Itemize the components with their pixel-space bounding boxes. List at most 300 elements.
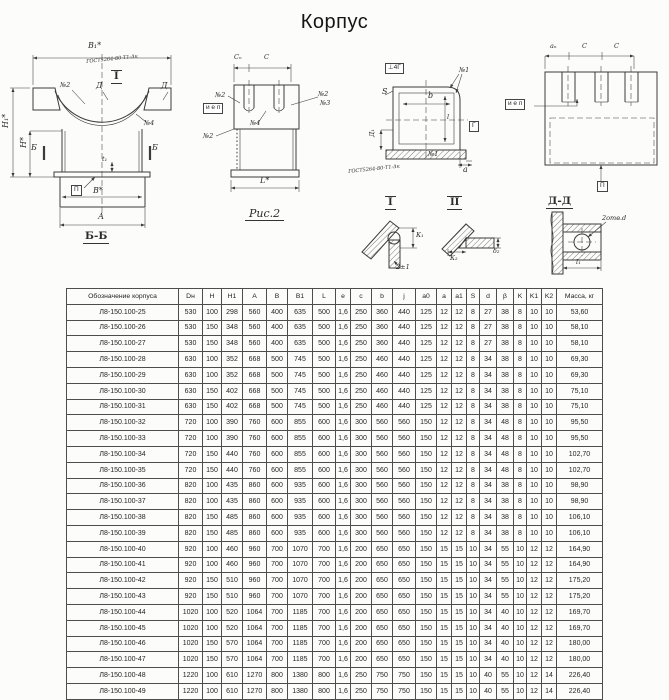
value-cell: 10 (542, 367, 557, 383)
value-cell: 440 (393, 383, 416, 399)
value-cell: 12 (527, 589, 542, 605)
value-cell: 200 (351, 573, 372, 589)
value-cell: 250 (351, 352, 372, 368)
value-cell: 1,6 (336, 320, 351, 336)
value-cell: 500 (313, 352, 336, 368)
value-cell: 150 (203, 336, 222, 352)
value-cell: 15 (437, 573, 452, 589)
value-cell: 15 (437, 668, 452, 684)
value-cell: 150 (416, 589, 437, 605)
value-cell: 150 (416, 557, 437, 573)
table-row (67, 304, 603, 320)
value-cell: 12 (527, 541, 542, 557)
value-cell: 460 (222, 557, 243, 573)
value-cell: 760 (243, 431, 267, 447)
value-cell: 1,6 (336, 668, 351, 684)
value-cell: 180,00 (557, 636, 603, 652)
value-cell: 1070 (288, 541, 313, 557)
value-cell: 8 (514, 494, 527, 510)
value-cell: 8 (467, 510, 480, 526)
value-cell: 300 (351, 494, 372, 510)
value-cell: 300 (351, 478, 372, 494)
value-cell: 12 (437, 462, 452, 478)
value-cell: 8 (514, 478, 527, 494)
value-cell: 150 (416, 652, 437, 668)
value-cell: 800 (267, 668, 288, 684)
value-cell: 125 (416, 383, 437, 399)
value-cell: 630 (179, 367, 203, 383)
value-cell: 34 (480, 620, 497, 636)
value-cell: 8 (514, 352, 527, 368)
value-cell: 10 (527, 352, 542, 368)
value-cell: 150 (416, 525, 437, 541)
value-cell: 10 (542, 383, 557, 399)
value-cell: 700 (313, 573, 336, 589)
value-cell: 820 (179, 478, 203, 494)
value-cell: 400 (267, 320, 288, 336)
value-cell: 560 (372, 446, 393, 462)
value-cell: 500 (313, 383, 336, 399)
designation-cell: Л8-150.100-30 (67, 383, 179, 399)
designation-cell: Л8-150.100-47 (67, 652, 179, 668)
value-cell: 920 (179, 573, 203, 589)
value-cell: 855 (288, 462, 313, 478)
value-cell: 10 (542, 320, 557, 336)
value-cell: 15 (437, 652, 452, 668)
column-header: Масса, кг (557, 289, 603, 305)
value-cell: 40 (497, 636, 514, 652)
value-cell: 352 (222, 352, 243, 368)
value-cell: 750 (372, 668, 393, 684)
drawing-label: ГОСТ5264-80-Т1-Δк (85, 53, 139, 65)
value-cell: 150 (416, 683, 437, 699)
value-cell: 935 (288, 510, 313, 526)
value-cell: 650 (393, 620, 416, 636)
value-cell: 650 (372, 589, 393, 605)
value-cell: 12 (542, 604, 557, 620)
value-cell: 440 (222, 462, 243, 478)
value-cell: 1,6 (336, 383, 351, 399)
value-cell: 34 (480, 383, 497, 399)
value-cell: 15 (452, 652, 467, 668)
value-cell: 500 (313, 336, 336, 352)
value-cell: 750 (393, 668, 416, 684)
value-cell: 10 (514, 668, 527, 684)
value-cell: 650 (393, 604, 416, 620)
value-cell: 1,6 (336, 367, 351, 383)
column-header: a0 (416, 289, 437, 305)
value-cell: 150 (416, 510, 437, 526)
value-cell: 40 (497, 652, 514, 668)
value-cell: 600 (267, 494, 288, 510)
designation-cell: Л8-150.100-48 (67, 668, 179, 684)
value-cell: 485 (222, 525, 243, 541)
value-cell: 55 (497, 683, 514, 699)
table-row (67, 573, 603, 589)
value-cell: 10 (467, 668, 480, 684)
value-cell: 10 (514, 636, 527, 652)
value-cell: 920 (179, 589, 203, 605)
value-cell: 8 (467, 446, 480, 462)
value-cell: 10 (527, 383, 542, 399)
value-cell: 10 (467, 620, 480, 636)
value-cell: 38 (497, 399, 514, 415)
value-cell: 1020 (179, 636, 203, 652)
value-cell: 700 (267, 573, 288, 589)
value-cell: 700 (267, 557, 288, 573)
value-cell: 700 (267, 541, 288, 557)
value-cell: 600 (267, 415, 288, 431)
value-cell: 34 (480, 652, 497, 668)
designation-cell: Л8-150.100-41 (67, 557, 179, 573)
value-cell: 8 (467, 431, 480, 447)
value-cell: 435 (222, 494, 243, 510)
value-cell: 352 (222, 367, 243, 383)
value-cell: 150 (203, 525, 222, 541)
value-cell: 12 (542, 573, 557, 589)
value-cell: 150 (416, 462, 437, 478)
value-cell: 58,10 (557, 320, 603, 336)
value-cell: 745 (288, 399, 313, 415)
column-header: β (497, 289, 514, 305)
value-cell: 1,6 (336, 352, 351, 368)
value-cell: 10 (527, 446, 542, 462)
value-cell: 560 (243, 336, 267, 352)
value-cell: 700 (313, 604, 336, 620)
drawing-label: II (447, 196, 462, 210)
value-cell: 150 (203, 383, 222, 399)
table-body (67, 304, 603, 699)
value-cell: 150 (416, 478, 437, 494)
value-cell: 300 (351, 446, 372, 462)
value-cell: 12 (437, 431, 452, 447)
column-header: L (313, 289, 336, 305)
value-cell: 48 (497, 415, 514, 431)
value-cell: 400 (267, 304, 288, 320)
value-cell: 600 (313, 525, 336, 541)
table-row (67, 462, 603, 478)
value-cell: 8 (467, 367, 480, 383)
value-cell: 960 (243, 557, 267, 573)
value-cell: 650 (372, 652, 393, 668)
value-cell: 58,10 (557, 336, 603, 352)
value-cell: 560 (372, 478, 393, 494)
value-cell: 15 (437, 620, 452, 636)
value-cell: 500 (267, 383, 288, 399)
value-cell: 1185 (288, 636, 313, 652)
value-cell: 1,6 (336, 494, 351, 510)
value-cell: 250 (351, 304, 372, 320)
value-cell: 150 (416, 604, 437, 620)
value-cell: 150 (203, 446, 222, 462)
column-header: B (267, 289, 288, 305)
drawing-label: №3 (320, 99, 331, 107)
value-cell: 100 (203, 668, 222, 684)
value-cell: 1,6 (336, 510, 351, 526)
value-cell: 300 (351, 431, 372, 447)
value-cell: 34 (480, 352, 497, 368)
value-cell: 440 (393, 352, 416, 368)
drawing-label: №4 (144, 119, 155, 127)
drawing-label: Д₁ (368, 129, 376, 137)
value-cell: 34 (480, 557, 497, 573)
designation-cell: Л8-150.100-36 (67, 478, 179, 494)
value-cell: 10 (527, 478, 542, 494)
value-cell: 500 (267, 352, 288, 368)
table-row (67, 652, 603, 668)
table-row (67, 431, 603, 447)
page-title: Корпус (300, 11, 369, 33)
value-cell: 12 (437, 304, 452, 320)
value-cell: 360 (372, 336, 393, 352)
value-cell: 400 (267, 336, 288, 352)
value-cell: 650 (372, 620, 393, 636)
value-cell: 8 (514, 383, 527, 399)
value-cell: 960 (243, 573, 267, 589)
value-cell: 12 (527, 573, 542, 589)
value-cell: 8 (514, 462, 527, 478)
value-cell: 510 (222, 589, 243, 605)
value-cell: 12 (542, 636, 557, 652)
column-header: S (467, 289, 480, 305)
value-cell: 200 (351, 604, 372, 620)
value-cell: 15 (437, 557, 452, 573)
value-cell: 10 (514, 604, 527, 620)
value-cell: 12 (437, 510, 452, 526)
value-cell: 12 (527, 604, 542, 620)
designation-cell: Л8-150.100-33 (67, 431, 179, 447)
drawing-label: t₁ (102, 155, 108, 163)
side-view-drawing (216, 64, 318, 192)
value-cell: 610 (222, 668, 243, 684)
value-cell: 8 (467, 383, 480, 399)
value-cell: 300 (351, 525, 372, 541)
value-cell: 1064 (243, 604, 267, 620)
value-cell: 1,6 (336, 683, 351, 699)
value-cell: 150 (203, 510, 222, 526)
designation-cell: Л8-150.100-25 (67, 304, 179, 320)
value-cell: 8 (467, 336, 480, 352)
table-row (67, 510, 603, 526)
drawing-label: К₁ (416, 231, 424, 239)
value-cell: 855 (288, 415, 313, 431)
value-cell: 1,6 (336, 652, 351, 668)
value-cell: 720 (179, 415, 203, 431)
value-cell: 1,6 (336, 525, 351, 541)
value-cell: 720 (179, 446, 203, 462)
value-cell: 560 (393, 525, 416, 541)
column-header: K2 (542, 289, 557, 305)
value-cell: 402 (222, 383, 243, 399)
value-cell: 1020 (179, 604, 203, 620)
value-cell: 1,6 (336, 431, 351, 447)
drawing-label: Д-Д (548, 195, 572, 207)
value-cell: 12 (452, 336, 467, 352)
column-header: Обозначение корпуса (67, 289, 179, 305)
drawing-label: b (428, 91, 434, 100)
value-cell: 15 (452, 668, 467, 684)
value-cell: 10 (527, 431, 542, 447)
column-header: b (372, 289, 393, 305)
table-row (67, 320, 603, 336)
value-cell: 760 (243, 462, 267, 478)
value-cell: 34 (480, 367, 497, 383)
designation-cell: Л8-150.100-44 (67, 604, 179, 620)
value-cell: 1380 (288, 683, 313, 699)
value-cell: 15 (452, 589, 467, 605)
value-cell: 8 (514, 510, 527, 526)
value-cell: 164,90 (557, 541, 603, 557)
table-row (67, 383, 603, 399)
value-cell: 75,10 (557, 383, 603, 399)
drawing-label: В₁* (88, 41, 102, 50)
value-cell: 15 (452, 541, 467, 557)
table-row (67, 478, 603, 494)
value-cell: 960 (243, 589, 267, 605)
value-cell: 820 (179, 494, 203, 510)
value-cell: 40 (497, 604, 514, 620)
value-cell: 650 (393, 652, 416, 668)
designation-cell: Л8-150.100-35 (67, 462, 179, 478)
value-cell: 106,10 (557, 525, 603, 541)
value-cell: 10 (542, 415, 557, 431)
value-cell: 745 (288, 367, 313, 383)
value-cell: 8 (467, 415, 480, 431)
value-cell: 1,6 (336, 336, 351, 352)
value-cell: 200 (351, 589, 372, 605)
value-cell: 12 (542, 541, 557, 557)
column-header: a1 (452, 289, 467, 305)
value-cell: 12 (452, 415, 467, 431)
value-cell: 150 (203, 652, 222, 668)
value-cell: 1064 (243, 620, 267, 636)
value-cell: 38 (497, 510, 514, 526)
value-cell: 12 (527, 652, 542, 668)
value-cell: 500 (313, 320, 336, 336)
value-cell: 27 (480, 304, 497, 320)
value-cell: 150 (203, 573, 222, 589)
value-cell: 1064 (243, 636, 267, 652)
value-cell: 700 (267, 652, 288, 668)
value-cell: 860 (243, 478, 267, 494)
value-cell: 125 (416, 336, 437, 352)
column-header: H (203, 289, 222, 305)
value-cell: 300 (351, 462, 372, 478)
value-cell: 650 (372, 557, 393, 573)
value-cell: 10 (514, 557, 527, 573)
designation-cell: Л8-150.100-31 (67, 399, 179, 415)
value-cell: 1070 (288, 589, 313, 605)
value-cell: 10 (542, 510, 557, 526)
value-cell: 8 (514, 336, 527, 352)
value-cell: 10 (542, 399, 557, 415)
value-cell: 38 (497, 352, 514, 368)
drawing-label: №2 (318, 90, 329, 98)
value-cell: 55 (497, 557, 514, 573)
value-cell: 500 (313, 304, 336, 320)
value-cell: 150 (416, 446, 437, 462)
value-cell: 600 (313, 431, 336, 447)
value-cell: 38 (497, 320, 514, 336)
value-cell: 635 (288, 336, 313, 352)
value-cell: 1,6 (336, 399, 351, 415)
drawing-label: С (614, 42, 619, 50)
value-cell: 34 (480, 636, 497, 652)
value-cell: 1,6 (336, 604, 351, 620)
value-cell: 635 (288, 320, 313, 336)
value-cell: 10 (467, 573, 480, 589)
value-cell: 10 (467, 636, 480, 652)
value-cell: 12 (527, 557, 542, 573)
value-cell: 12 (437, 525, 452, 541)
value-cell: 10 (542, 431, 557, 447)
value-cell: 34 (480, 415, 497, 431)
value-cell: 560 (372, 494, 393, 510)
value-cell: 12 (452, 446, 467, 462)
value-cell: 169,70 (557, 620, 603, 636)
drawing-label: №1 (459, 66, 470, 74)
value-cell: 1,6 (336, 589, 351, 605)
value-cell: 485 (222, 510, 243, 526)
value-cell: 560 (372, 431, 393, 447)
weld-detail-I (362, 221, 417, 268)
value-cell: 8 (514, 431, 527, 447)
value-cell: 935 (288, 494, 313, 510)
value-cell: 100 (203, 478, 222, 494)
value-cell: 8 (514, 525, 527, 541)
value-cell: 920 (179, 541, 203, 557)
value-cell: 12 (527, 620, 542, 636)
designation-cell: Л8-150.100-46 (67, 636, 179, 652)
value-cell: 570 (222, 652, 243, 668)
value-cell: 1185 (288, 604, 313, 620)
value-cell: 40 (480, 668, 497, 684)
value-cell: 360 (372, 320, 393, 336)
value-cell: 38 (497, 383, 514, 399)
value-cell: 53,60 (557, 304, 603, 320)
value-cell: 600 (313, 510, 336, 526)
column-header: A (243, 289, 267, 305)
value-cell: 860 (243, 494, 267, 510)
drawing-label: l₁ (576, 258, 581, 266)
value-cell: 55 (497, 589, 514, 605)
value-cell: 800 (313, 683, 336, 699)
value-cell: 55 (497, 573, 514, 589)
column-header: j (393, 289, 416, 305)
value-cell: 12 (452, 510, 467, 526)
value-cell: 125 (416, 304, 437, 320)
value-cell: 600 (313, 446, 336, 462)
drawing-label: l (447, 113, 450, 121)
designation-cell: Л8-150.100-42 (67, 573, 179, 589)
drawing-label: и е п (505, 99, 525, 110)
table-row (67, 636, 603, 652)
value-cell: 34 (480, 589, 497, 605)
value-cell: 175,20 (557, 589, 603, 605)
value-cell: 668 (243, 399, 267, 415)
value-cell: 700 (313, 652, 336, 668)
value-cell: 560 (393, 494, 416, 510)
value-cell: 150 (416, 668, 437, 684)
value-cell: 10 (514, 620, 527, 636)
column-header: B1 (288, 289, 313, 305)
value-cell: 935 (288, 525, 313, 541)
value-cell: 1070 (288, 557, 313, 573)
value-cell: 600 (267, 462, 288, 478)
value-cell: 250 (351, 336, 372, 352)
value-cell: 15 (452, 683, 467, 699)
value-cell: 348 (222, 320, 243, 336)
